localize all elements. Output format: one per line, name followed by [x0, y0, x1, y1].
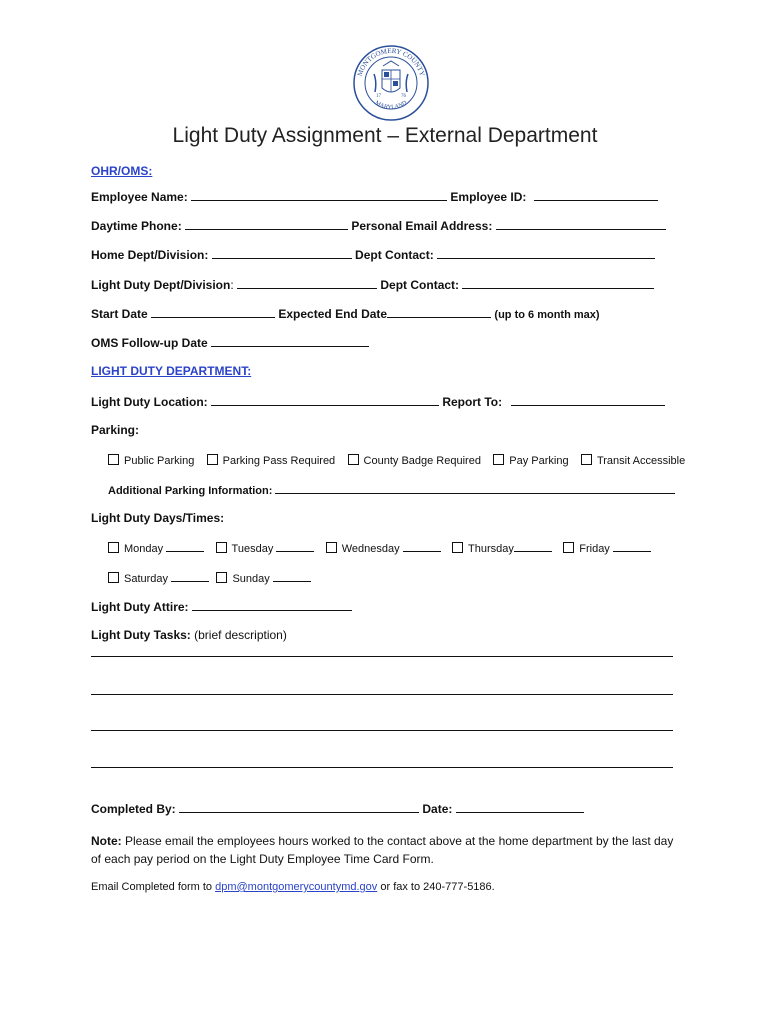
tasks-line-1[interactable] [91, 656, 673, 657]
tasks-hint: (brief description) [194, 628, 287, 642]
employee-name-field[interactable] [191, 189, 447, 201]
date-field[interactable] [456, 801, 584, 813]
tuesday-time-field[interactable] [276, 540, 314, 552]
svg-text:17: 17 [376, 94, 381, 99]
option-label: Monday [124, 543, 164, 555]
county-seal-logo [352, 44, 430, 122]
light-duty-dept-row [91, 277, 654, 292]
completed-by-label: Completed By: [91, 802, 176, 816]
attire-field[interactable] [192, 599, 352, 611]
day-option-saturday[interactable] [108, 570, 209, 585]
expected-end-date-field[interactable] [387, 306, 491, 318]
sunday-time-field[interactable] [273, 570, 311, 582]
parking-option-public[interactable] [108, 454, 194, 467]
completed-by-field[interactable] [179, 801, 419, 813]
option-label: Sunday [232, 573, 270, 585]
checkbox-icon[interactable] [216, 572, 227, 583]
section-ohr-oms: OHR/OMS: [91, 164, 153, 178]
daytime-phone-label: Daytime Phone: [91, 219, 182, 233]
day-option-sunday[interactable] [216, 570, 310, 585]
checkbox-icon[interactable] [108, 454, 119, 465]
completed-by-row [91, 801, 584, 816]
tasks-line-4[interactable] [91, 767, 673, 768]
oms-followup-field[interactable] [211, 335, 369, 347]
day-option-friday[interactable] [563, 540, 651, 555]
report-to-field[interactable] [511, 394, 665, 406]
day-option-wednesday[interactable] [326, 540, 441, 555]
max-duration-note: (up to 6 month max) [494, 309, 600, 321]
home-dept-field[interactable] [212, 247, 352, 259]
checkbox-icon[interactable] [108, 572, 119, 583]
location-row [91, 394, 665, 409]
tasks-line-3[interactable] [91, 730, 673, 731]
option-label: Tuesday [231, 543, 274, 555]
parking-options [108, 453, 694, 467]
checkbox-icon[interactable] [326, 542, 337, 553]
option-label: Pay Parking [509, 455, 569, 467]
home-dept-row [91, 247, 655, 262]
light-duty-dept-field[interactable] [237, 277, 377, 289]
option-label: Friday [579, 543, 610, 555]
email-instructions [91, 881, 495, 893]
option-label: Transit Accessible [596, 455, 686, 467]
note-paragraph [91, 832, 681, 868]
checkbox-icon[interactable] [452, 542, 463, 553]
dept-contact-field[interactable] [437, 247, 655, 259]
day-option-thursday[interactable] [452, 540, 552, 555]
checkbox-icon[interactable] [348, 454, 359, 465]
svg-text:76: 76 [401, 94, 406, 99]
personal-email-field[interactable] [496, 218, 666, 230]
monday-time-field[interactable] [166, 540, 204, 552]
light-duty-location-field[interactable] [211, 394, 439, 406]
checkbox-icon[interactable] [108, 542, 119, 553]
day-option-tuesday[interactable] [216, 540, 315, 555]
phone-email-row [91, 218, 666, 233]
date-label: Date: [422, 802, 453, 816]
checkbox-icon[interactable] [493, 454, 504, 465]
tasks-row [91, 628, 287, 642]
oms-followup-row [91, 335, 369, 350]
dept-contact-label: Dept Contact: [355, 248, 434, 262]
employee-name-label: Employee Name: [91, 190, 188, 204]
personal-email-label: Personal Email Address: [351, 219, 493, 233]
day-option-monday[interactable] [108, 540, 204, 555]
dept-contact-2-field[interactable] [462, 277, 654, 289]
expected-end-date-label: Expected End Date [278, 307, 388, 321]
report-to-label: Report To: [442, 395, 503, 409]
oms-followup-label: OMS Follow-up Date [91, 336, 208, 350]
email-link[interactable]: dpm@montgomerycountymd.gov [215, 881, 378, 893]
attire-row [91, 599, 352, 614]
days-row-2 [108, 570, 320, 585]
additional-parking-label: Additional Parking Information: [108, 485, 273, 497]
note-text: Please email the employees hours worked to the contact above at the home department by the last day of each pay period on the Light Duty Employee Time Card Form. [91, 834, 674, 866]
parking-label: Parking: [91, 423, 140, 437]
attire-label: Light Duty Attire: [91, 600, 189, 614]
parking-option-pass[interactable] [207, 454, 336, 467]
additional-parking-field[interactable] [275, 482, 675, 494]
light-duty-dept-label: Light Duty Dept/Division [91, 278, 231, 292]
dates-row [91, 306, 600, 321]
option-label: Wednesday [341, 543, 400, 555]
option-label: Parking Pass Required [222, 455, 336, 467]
daytime-phone-field[interactable] [185, 218, 348, 230]
home-dept-label: Home Dept/Division: [91, 248, 209, 262]
svg-text:MONTGOMERY COUNTY: MONTGOMERY COUNTY [355, 46, 427, 78]
note-label: Note: [91, 834, 122, 848]
tasks-label: Light Duty Tasks: [91, 628, 191, 642]
additional-parking-row [108, 482, 675, 497]
option-label: Saturday [124, 573, 169, 585]
section-light-duty-department: LIGHT DUTY DEPARTMENT: [91, 364, 252, 378]
employee-id-field[interactable] [534, 189, 658, 201]
tasks-line-2[interactable] [91, 694, 673, 695]
parking-option-pay[interactable] [493, 454, 568, 467]
email-suffix: or fax to 240-777-5186. [380, 881, 495, 893]
svg-text:MARYLAND: MARYLAND [373, 100, 409, 111]
start-date-label: Start Date [91, 307, 148, 321]
option-label: Thursday [468, 543, 514, 555]
option-label: Public Parking [124, 455, 195, 467]
employee-id-label: Employee ID: [450, 190, 527, 204]
light-duty-dept-colon: : [230, 278, 234, 292]
days-times-label: Light Duty Days/Times: [91, 511, 225, 525]
days-row-1 [108, 540, 651, 555]
saturday-time-field[interactable] [171, 570, 209, 582]
checkbox-icon[interactable] [216, 542, 227, 553]
option-label: County Badge Required [363, 455, 481, 467]
email-prefix: Email Completed form to [91, 881, 213, 893]
light-duty-location-label: Light Duty Location: [91, 395, 208, 409]
checkbox-icon[interactable] [581, 454, 592, 465]
wednesday-time-field[interactable] [403, 540, 441, 552]
start-date-field[interactable] [151, 306, 275, 318]
parking-option-badge[interactable] [348, 454, 481, 467]
thursday-time-field[interactable] [514, 540, 552, 552]
parking-option-transit[interactable] [581, 454, 685, 467]
employee-info-row [91, 189, 658, 204]
form-title: Light Duty Assignment – External Department [172, 124, 598, 147]
friday-time-field[interactable] [613, 540, 651, 552]
checkbox-icon[interactable] [563, 542, 574, 553]
checkbox-icon[interactable] [207, 454, 218, 465]
dept-contact-2-label: Dept Contact: [380, 278, 460, 292]
